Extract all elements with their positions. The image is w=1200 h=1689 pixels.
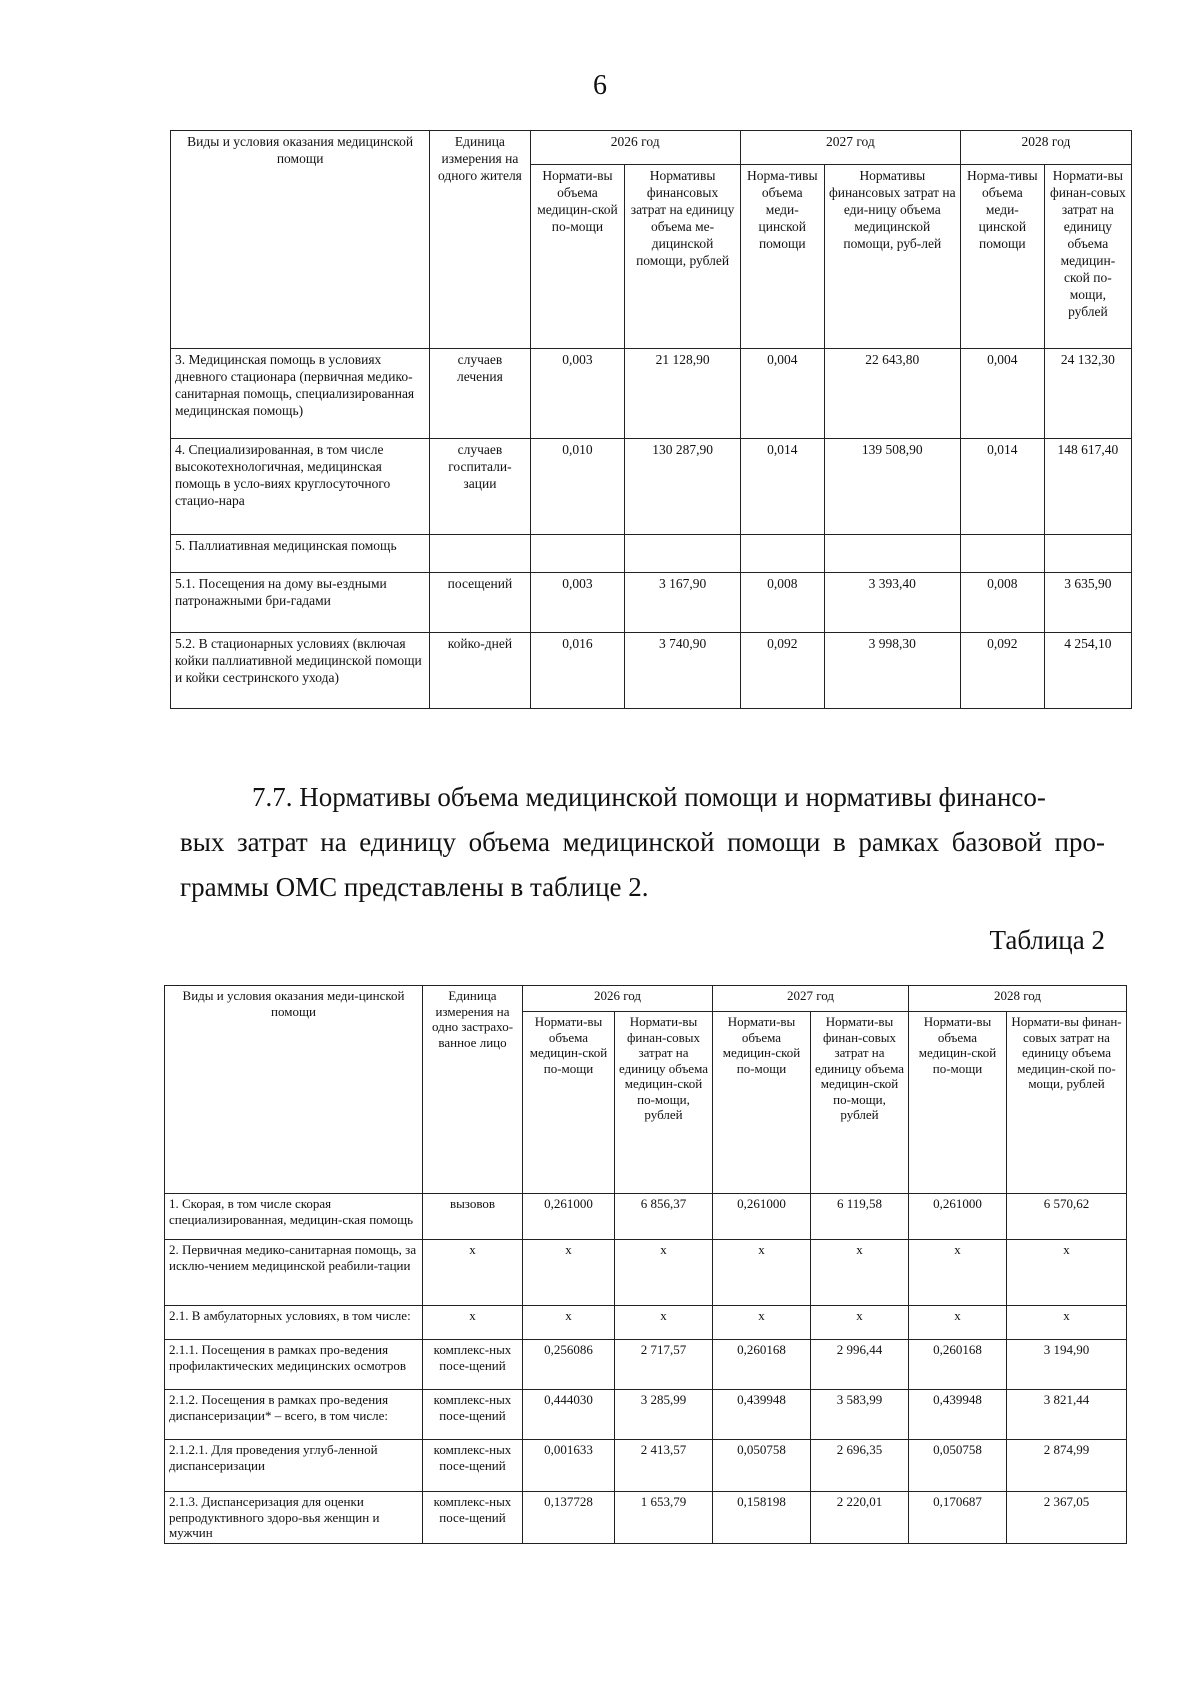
cell-value: 148 617,40 (1044, 439, 1131, 535)
row-unit: комплекс-ных посе-щений (423, 1492, 523, 1544)
header-sub: Нормати-вы объема медицин-ской по-мощи (523, 1012, 615, 1194)
cell-value: 3 393,40 (824, 573, 960, 633)
cell-value: 0,260168 (909, 1340, 1007, 1390)
table-row (165, 1340, 1127, 1390)
header-unit: Единица измерения на одно застрахо-ванное лицо (423, 986, 523, 1194)
table-row (171, 439, 1132, 535)
cell-value: 3 998,30 (824, 633, 960, 709)
row-unit: х (423, 1240, 523, 1306)
row-name: 1. Скорая, в том числе скорая специализированная, медицин-ская помощь (165, 1194, 423, 1240)
cell-value: 2 220,01 (811, 1492, 909, 1544)
norms-table-1 (170, 130, 1132, 709)
row-unit: комплекс-ных посе-щений (423, 1340, 523, 1390)
cell-value (530, 535, 625, 573)
row-unit (430, 535, 530, 573)
row-unit: случаев лечения (430, 349, 530, 439)
cell-value: х (1007, 1240, 1127, 1306)
cell-value: 0,170687 (909, 1492, 1007, 1544)
row-name: 2.1. В амбулаторных условиях, в том числе: (165, 1306, 423, 1340)
header-sub: Нормати-вы финан-совых затрат на единицу объема медицин-ской по-мощи, рублей (811, 1012, 909, 1194)
row-unit: вызовов (423, 1194, 523, 1240)
norms-table-2 (164, 985, 1127, 1544)
page-number: 6 (593, 70, 607, 101)
row-unit: посещений (430, 573, 530, 633)
header-sub: Нормативы финансовых затрат на еди-ницу объема медицинской помощи, руб-лей (824, 165, 960, 349)
header-year: 2026 год (523, 986, 713, 1012)
row-name: 5.2. В стационарных условиях (включая койки паллиативной медицинской помощи и койки сестринского ухода) (171, 633, 430, 709)
cell-value: 130 287,90 (625, 439, 740, 535)
row-name: 2. Первичная медико-санитарная помощь, за исклю-чением медицинской реабили-тации (165, 1240, 423, 1306)
row-name: 4. Специализированная, в том числе высокотехнологичная, медицинская помощь в усло-виях круглосуточного стацио-нара (171, 439, 430, 535)
cell-value (1044, 535, 1131, 573)
cell-value: 21 128,90 (625, 349, 740, 439)
cell-value: х (909, 1306, 1007, 1340)
cell-value: 0,439948 (713, 1390, 811, 1440)
cell-value: 2 413,57 (615, 1440, 713, 1492)
header-sub: Нормати-вы объема медицин-ской по-мощи (909, 1012, 1007, 1194)
cell-value: 3 635,90 (1044, 573, 1131, 633)
row-name: 2.1.1. Посещения в рамках про-ведения профилактических медицинских осмотров (165, 1340, 423, 1390)
cell-value (625, 535, 740, 573)
header-year: 2028 год (960, 131, 1131, 165)
cell-value: 0,439948 (909, 1390, 1007, 1440)
header-year: 2028 год (909, 986, 1127, 1012)
table-row (171, 535, 1132, 573)
header-year: 2027 год (713, 986, 909, 1012)
cell-value: 0,010 (530, 439, 625, 535)
cell-value: 139 508,90 (824, 439, 960, 535)
cell-value: 6 856,37 (615, 1194, 713, 1240)
cell-value: 0,004 (740, 349, 824, 439)
table-row (165, 1306, 1127, 1340)
cell-value: 0,137728 (523, 1492, 615, 1544)
cell-value: 24 132,30 (1044, 349, 1131, 439)
row-unit: случаев госпитали-зации (430, 439, 530, 535)
cell-value: 0,004 (960, 349, 1044, 439)
header-unit: Единица измерения на одного жителя (430, 131, 530, 349)
paragraph-7-7 (180, 775, 1105, 910)
header-sub: Нормати-вы финан-совых затрат на единицу объема медицин-ской по-мощи, рублей (1044, 165, 1131, 349)
cell-value: 0,444030 (523, 1390, 615, 1440)
row-name: 5. Паллиативная медицинская помощь (171, 535, 430, 573)
cell-value: 2 996,44 (811, 1340, 909, 1390)
table-row (165, 1440, 1127, 1492)
header-sub: Нормати-вы финан-совых затрат на единицу объема медицин-ской по-мощи, рублей (1007, 1012, 1127, 1194)
cell-value: 0,261000 (523, 1194, 615, 1240)
cell-value: х (523, 1240, 615, 1306)
header-kind: Виды и условия оказания меди-цинской помощи (165, 986, 423, 1194)
header-sub: Нормати-вы объема медицин-ской по-мощи (713, 1012, 811, 1194)
cell-value: 0,003 (530, 573, 625, 633)
cell-value: 3 821,44 (1007, 1390, 1127, 1440)
table-row (165, 1240, 1127, 1306)
row-name: 2.1.3. Диспансеризация для оценки репродуктивного здоро-вья женщин и мужчин (165, 1492, 423, 1544)
cell-value: х (811, 1240, 909, 1306)
paragraph-rest: вых затрат на единицу объема медицинской помощи в рамках базовой про-граммы ОМС представлены в таблице 2. (180, 827, 1105, 902)
header-year: 2026 год (530, 131, 740, 165)
table-row (171, 349, 1132, 439)
table-row (165, 1194, 1127, 1240)
cell-value: 3 167,90 (625, 573, 740, 633)
cell-value: 0,092 (960, 633, 1044, 709)
cell-value: 3 194,90 (1007, 1340, 1127, 1390)
cell-value: х (811, 1306, 909, 1340)
cell-value: 2 367,05 (1007, 1492, 1127, 1544)
row-unit: х (423, 1306, 523, 1340)
cell-value: 0,003 (530, 349, 625, 439)
cell-value: х (713, 1306, 811, 1340)
table-row (165, 1492, 1127, 1544)
cell-value (960, 535, 1044, 573)
cell-value: 0,261000 (909, 1194, 1007, 1240)
table-caption: Таблица 2 (989, 925, 1105, 955)
cell-value: 0,050758 (713, 1440, 811, 1492)
cell-value: 22 643,80 (824, 349, 960, 439)
cell-value: х (615, 1240, 713, 1306)
cell-value: 0,260168 (713, 1340, 811, 1390)
header-sub: Норма-тивы объема меди-цинской помощи (740, 165, 824, 349)
cell-value: х (1007, 1306, 1127, 1340)
cell-value: 0,016 (530, 633, 625, 709)
cell-value: 3 740,90 (625, 633, 740, 709)
header-sub: Норма-тивы объема меди-цинской помощи (960, 165, 1044, 349)
row-unit: комплекс-ных посе-щений (423, 1390, 523, 1440)
header-year: 2027 год (740, 131, 960, 165)
cell-value: х (713, 1240, 811, 1306)
row-name: 2.1.2.1. Для проведения углуб-ленной диспансеризации (165, 1440, 423, 1492)
row-name: 3. Медицинская помощь в условиях дневного стационара (первичная медико-санитарная помощь, специализированная медицинская помощь) (171, 349, 430, 439)
table-row (165, 1390, 1127, 1440)
cell-value: 2 874,99 (1007, 1440, 1127, 1492)
row-unit: койко-дней (430, 633, 530, 709)
cell-value: 6 119,58 (811, 1194, 909, 1240)
row-name: 2.1.2. Посещения в рамках про-ведения диспансеризации* – всего, в том числе: (165, 1390, 423, 1440)
cell-value (740, 535, 824, 573)
cell-value: 3 583,99 (811, 1390, 909, 1440)
cell-value: 0,014 (740, 439, 824, 535)
cell-value: х (615, 1306, 713, 1340)
row-name: 5.1. Посещения на дому вы-ездными патронажными бри-гадами (171, 573, 430, 633)
cell-value: 2 717,57 (615, 1340, 713, 1390)
cell-value: 0,050758 (909, 1440, 1007, 1492)
cell-value: 3 285,99 (615, 1390, 713, 1440)
cell-value: 0,158198 (713, 1492, 811, 1544)
cell-value: 1 653,79 (615, 1492, 713, 1544)
cell-value: х (523, 1306, 615, 1340)
cell-value: 4 254,10 (1044, 633, 1131, 709)
header-sub: Нормати-вы объема медицин-ской по-мощи (530, 165, 625, 349)
cell-value: 0,092 (740, 633, 824, 709)
cell-value: 0,008 (740, 573, 824, 633)
cell-value: 0,008 (960, 573, 1044, 633)
cell-value: 6 570,62 (1007, 1194, 1127, 1240)
cell-value: 0,261000 (713, 1194, 811, 1240)
paragraph-first-line: 7.7. Нормативы объема медицинской помощи и нормативы финансо- (252, 782, 1046, 812)
header-sub: Нормати-вы финан-совых затрат на единицу объема медицин-ской по-мощи, рублей (615, 1012, 713, 1194)
cell-value: 0,014 (960, 439, 1044, 535)
cell-value (824, 535, 960, 573)
header-kind: Виды и условия оказания медицинской помощи (171, 131, 430, 349)
cell-value: 0,001633 (523, 1440, 615, 1492)
cell-value: 0,256086 (523, 1340, 615, 1390)
table-row (171, 573, 1132, 633)
table-row (171, 633, 1132, 709)
cell-value: х (909, 1240, 1007, 1306)
header-sub: Нормативы финансовых затрат на единицу объема ме-дицинской помощи, рублей (625, 165, 740, 349)
row-unit: комплекс-ных посе-щений (423, 1440, 523, 1492)
cell-value: 2 696,35 (811, 1440, 909, 1492)
